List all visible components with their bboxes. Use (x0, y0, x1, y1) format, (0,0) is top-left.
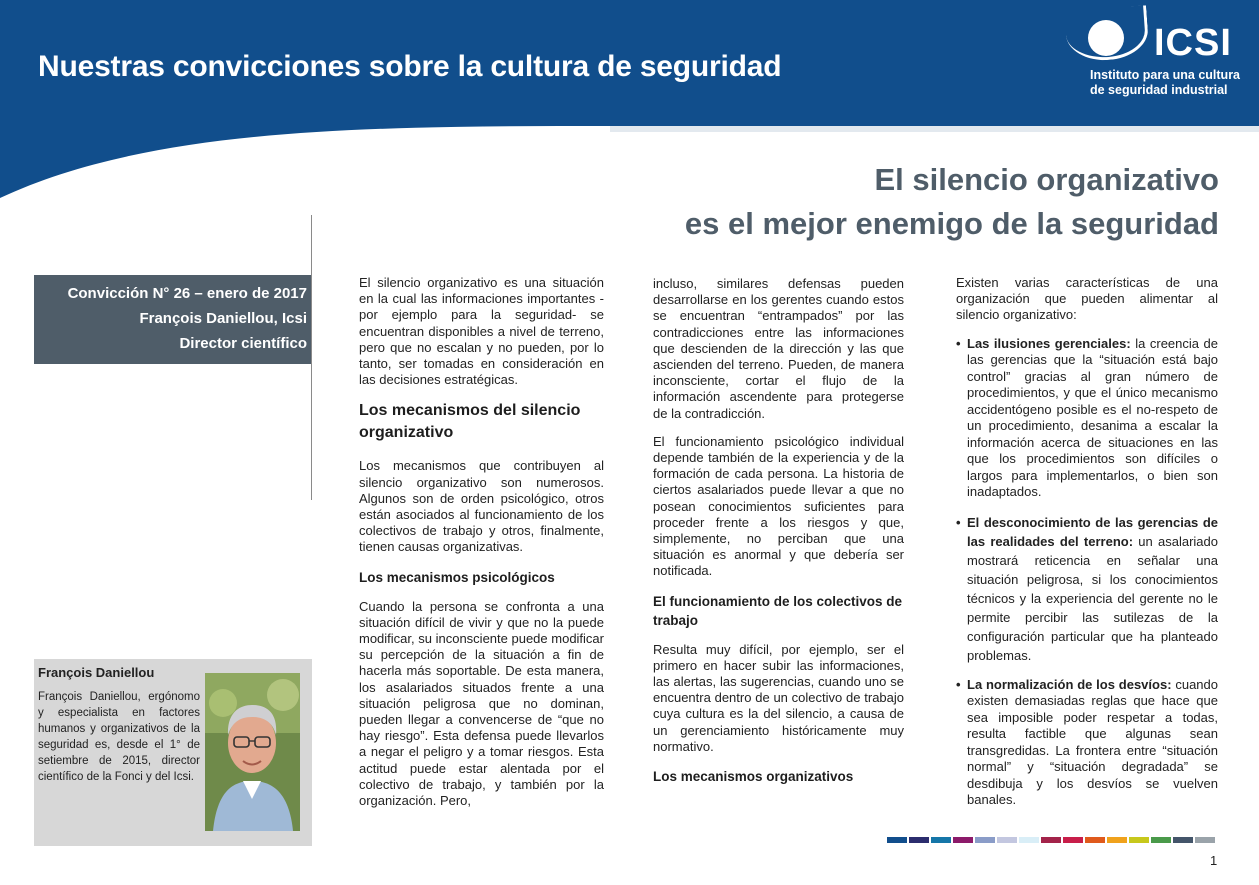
individual-paragraph: El funcionamiento psicológico individual depende también de la experiencia y de la formación de cada persona. La historia de ciertos asalariados puede llevar a que no posean conocimientos suficientes para proceder frente a los riesgos y que, simplemente, no perciban que una situación es anormal y que debería ser notificada. (653, 433, 904, 579)
bio-name: François Daniellou (38, 665, 155, 680)
palette-swatch (975, 837, 995, 843)
logo-subtitle-line1: Instituto para una cultura (1090, 68, 1241, 82)
page-number: 1 (1210, 853, 1218, 868)
column-2 (653, 276, 904, 798)
palette-swatch (909, 837, 929, 843)
organizational-heading: Los mecanismos organizativos (653, 769, 854, 785)
conviction-box (34, 275, 311, 364)
psychological-paragraph: Cuando la persona se confronta a una situación difícil de vivir y que no la puede modificar, su inconsciente puede modificar su percepción de la situación a fin de hacerla más soportable. De esta manera, los asalariados situados frente a una situación peligrosa que no dominan, pueden llegar a convencerse de “que no hay riesgo”. Esta defensa puede llevarlos a negar el peligro y a tomar riesgos. Esta actitud puede estar alentada por el colectivo de trabajo, y también por la organización. Pero, (359, 598, 604, 809)
collectives-heading: El funcionamiento de los colectivos de trabajo (653, 593, 903, 628)
palette-swatch (887, 837, 907, 843)
characteristics-list (956, 336, 1218, 809)
managers-paragraph: incluso, similares defensas pueden desarrollarse en los gerentes cuando estos se encuentran “entrampados” por las contradicciones entre las informaciones que descienden de la dirección y las que ascienden del terreno. Pueden, de manera inconsciente, cortar el flujo de la información ascendente para protegerse de la contradicción. (653, 276, 904, 421)
conviction-number: Convicción N° 26 – enero de 2017 (67, 285, 307, 302)
column-3 (956, 275, 1218, 821)
author-bio-box (34, 659, 312, 846)
section-heading: Los mecanismos del silencio organizativo (359, 402, 581, 442)
psychological-heading: Los mecanismos psicológicos (359, 569, 555, 585)
mechanisms-paragraph: Los mecanismos que contribuyen al silencio organizativo son numerosos. Algunos son de orden psicológico, otros están asociados al funcionamiento de los colectivos de trabajo y otros, finalmente, tienen causas organizativas. (359, 458, 604, 555)
intro-paragraph: El silencio organizativo es una situación en la cual las informaciones importantes -por ejemplo para la seguridad- se encuentran disponibles a nivel de terreno, pero que no escalan y no pueden, por lo tanto, ser tomadas en consideración en las decisiones estratégicas. (359, 275, 604, 388)
subtitle-line2: es el mejor enemigo de la seguridad (684, 206, 1219, 241)
palette-swatch (1129, 837, 1149, 843)
list-item: • La normalización de los desvíos: cuando existen demasiadas reglas que hace que sea imposible poder respetar a todas, resulta factible que algunas sean transgredidas. La frontera entre “situación normal” y “situación degradada” se desdibuja y los desvíos se vuelven banales. (956, 677, 1218, 809)
logo-name: ICSI (1154, 22, 1232, 64)
collectives-paragraph: Resulta muy difícil, por ejemplo, ser el primero en hacer subir las informaciones, las alertas, las sugerencias, cuando uno se encuentra dentro de un colectivo de trabajo cuya cultura es la del silencio, a causa de un gerenciamiento históricamente muy normativo. (653, 641, 904, 754)
conviction-role: Director científico (179, 335, 307, 352)
color-palette-bar (887, 837, 1215, 843)
palette-swatch (1195, 837, 1215, 843)
logo-subtitle (1090, 68, 1240, 98)
palette-swatch (1151, 837, 1171, 843)
document-subtitle (579, 158, 1219, 246)
vertical-divider (311, 215, 312, 500)
logo-subtitle-line2: de seguridad industrial (1090, 83, 1228, 97)
list-item: • El desconocimiento de las gerencias de las realidades del terreno: un asalariado mostrará reticencia en señalar una situación peligrosa, si los conocimientos técnicos y la experiencia del gerente no le permite percibir las sutilezas de la configuración particular que ha planteado problemas. (956, 513, 1218, 665)
characteristics-intro: Existen varias características de una organización que pueden alimentar al silencio organizativo: (956, 275, 1218, 323)
palette-swatch (1107, 837, 1127, 843)
palette-swatch (1173, 837, 1193, 843)
palette-swatch (997, 837, 1017, 843)
list-item: • Las ilusiones gerenciales: la creencia de las gerencias que la “situación está bajo control” gracias al gran número de procedimientos, y que el único mecanismo accidentógeno posible es el no-respeto de un procedimiento, desanima a escalar la información acerca de situaciones en las que los procedimientos son difíciles o largos para implementarlos, o bien son inadaptados. (956, 336, 1218, 501)
palette-swatch (931, 837, 951, 843)
bio-text: François Daniellou, ergónomo y especialista en factores humanos y organizativos de la seguridad es, desde el 1° de setiembre de 2015, director científico de la Fonci y del Icsi. (38, 691, 200, 783)
palette-swatch (1019, 837, 1039, 843)
palette-swatch (1041, 837, 1061, 843)
palette-swatch (1063, 837, 1083, 843)
logo-arc-icon (1064, 5, 1149, 63)
conviction-author: François Daniellou, Icsi (139, 310, 307, 327)
palette-swatch (1085, 837, 1105, 843)
icsi-logo (1062, 6, 1252, 106)
column-1 (359, 275, 604, 821)
subtitle-line1: El silencio organizativo (874, 162, 1219, 197)
author-photo (205, 673, 300, 831)
page-title: Nuestras convicciones sobre la cultura de seguridad (38, 50, 782, 83)
palette-swatch (953, 837, 973, 843)
